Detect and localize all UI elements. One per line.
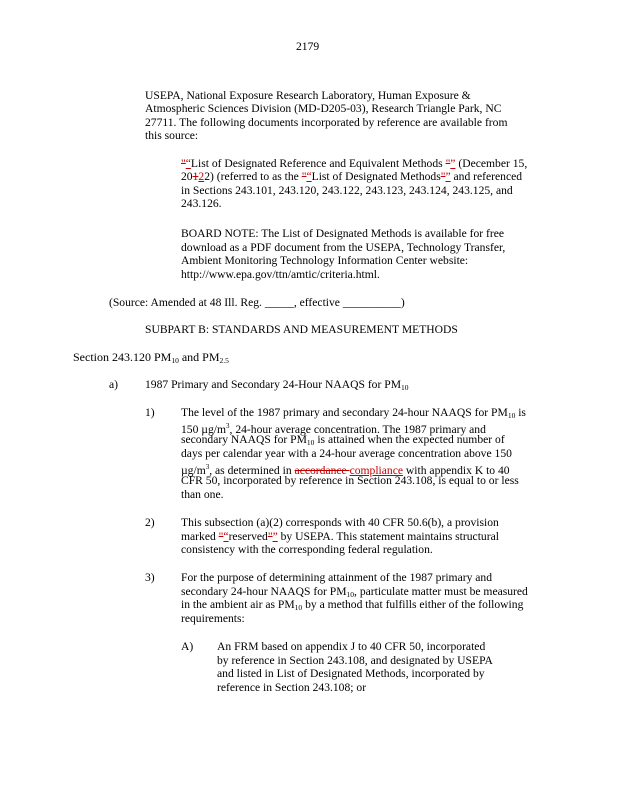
deleted-quote: " <box>181 157 186 170</box>
item-3a-line-3: and listed in List of Designated Methods, incorporated by <box>217 667 485 680</box>
text-run: 20 <box>181 170 193 183</box>
text-run: in the ambient air as PM <box>181 598 295 611</box>
deleted-text: accordance <box>294 464 350 477</box>
text-run: by a method that fulfills either of the following <box>302 598 524 611</box>
text-run: , particulate matter must be measured <box>354 585 528 598</box>
deleted-quote: " <box>445 157 451 170</box>
subsection-a-title <box>145 378 409 395</box>
inserted-text: compliance <box>349 464 404 477</box>
item-3-line-4: requirements: <box>181 612 245 625</box>
board-note-line-3: Ambient Monitoring Technology Information Center website: <box>181 254 469 267</box>
deleted-quote: " <box>267 530 273 543</box>
text-run: secondary 24-hour NAAQS for PM <box>181 585 347 598</box>
item-2-label: 2) <box>145 516 155 529</box>
doc-entry-line-3: in Sections 243.101, 243.120, 243.122, 243.123, 243.124, 243.125, and <box>181 184 513 197</box>
text-run: secondary NAAQS for PM <box>181 433 307 446</box>
board-note-line-1: BOARD NOTE: The List of Designated Methods is available for free <box>181 227 505 240</box>
text-run: and referenced <box>450 170 523 183</box>
text-run: , as determined in <box>209 464 295 477</box>
source-note: (Source: Amended at 48 Ill. Reg. _____, effective __________) <box>109 296 405 309</box>
deleted-year-digit: 1 <box>192 170 199 183</box>
text-run: 1987 Primary and Secondary 24-Hour NAAQS for PM <box>145 378 401 391</box>
subscript: 10 <box>171 356 179 365</box>
text-run: µg/m <box>181 464 206 477</box>
usepa-line-2: Atmospheric Sciences Division (MD-D205-03), Research Triangle Park, NC <box>145 102 502 115</box>
doc-entry-line-2 <box>181 170 522 184</box>
text-run: , 24-hour average concentration. The 1987 primary and <box>229 423 486 436</box>
text-run: The level of the 1987 primary and secondary 24-hour NAAQS for PM <box>181 406 508 419</box>
superscript: 3 <box>205 463 210 471</box>
doc-title: List of Designated Reference and Equivalent Methods <box>190 157 443 170</box>
item-3a-line-4: reference in Section 243.108; or <box>217 681 367 694</box>
item-1-line-6: CFR 50, incorporated by reference in Section 243.108, is equal to or less <box>181 474 519 487</box>
subscript: 10 <box>306 438 315 447</box>
item-3a-line-2: by reference in Section 243.108, and designated by USEPA <box>217 654 493 667</box>
inserted-year-digit: 2 <box>198 170 205 183</box>
subscript: 2.5 <box>219 356 229 365</box>
item-3-line-1: For the purpose of determining attainment of the 1987 primary and <box>181 571 493 584</box>
subpart-heading: SUBPART B: STANDARDS AND MEASUREMENT METHODS <box>145 323 458 336</box>
item-2-line-3: consistency with the corresponding federal regulation. <box>181 543 433 556</box>
deleted-quote: " <box>301 170 307 183</box>
text-run: is <box>515 406 526 419</box>
subscript: 10 <box>294 603 303 612</box>
text-run: by USEPA. This statement maintains structural <box>277 530 499 543</box>
deleted-quote: " <box>440 170 446 183</box>
item-1-line-7: than one. <box>181 488 224 501</box>
item-1-line-4: days per calendar year with a 24-hour average concentration above 150 <box>181 447 512 460</box>
item-2-line-1: This subsection (a)(2) corresponds with 40 CFR 50.6(b), a provision <box>181 516 499 529</box>
item-3a-line-1: An FRM based on appendix J to 40 CFR 50, incorporated <box>217 640 486 653</box>
section-heading <box>73 351 229 368</box>
usepa-line-1: USEPA, National Exposure Research Laboratory, Human Exposure & <box>145 89 471 102</box>
usepa-line-3: 27711. The following documents incorporated by reference are available from <box>145 116 508 129</box>
usepa-line-4: this source: <box>145 129 199 142</box>
text-run: reserved <box>228 530 268 543</box>
item-3a-label: A) <box>181 640 194 653</box>
deleted-quote: " <box>218 530 224 543</box>
inserted-quote: “ <box>185 157 191 170</box>
board-note-line-2: download as a PDF document from the USEPA, Technology Transfer, <box>181 241 506 254</box>
item-2-line-2 <box>181 530 499 544</box>
subscript: 10 <box>346 590 355 599</box>
item-1-label: 1) <box>145 406 155 419</box>
board-note-url: http://www.epa.gov/ttn/amtic/criteria.html. <box>181 268 380 281</box>
page-number: 2179 <box>296 40 320 53</box>
text-run: with appendix K to 40 <box>403 464 510 477</box>
item-3-label: 3) <box>145 571 155 584</box>
subscript: 10 <box>507 411 516 420</box>
inserted-quote: ” <box>272 530 278 543</box>
doc-date: (December 15, <box>455 157 528 170</box>
inserted-quote: ” <box>450 157 456 170</box>
inserted-quote: “ <box>306 170 312 183</box>
short-title: List of Designated Methods <box>311 170 441 183</box>
subsection-a-label: a) <box>109 378 119 391</box>
doc-entry-line-1 <box>181 157 527 171</box>
text-run: marked <box>181 530 219 543</box>
superscript: 3 <box>226 422 230 430</box>
subscript: 10 <box>401 383 409 392</box>
text-run: is attained when the expected number of <box>314 433 505 446</box>
text-run: 150 µg/m <box>181 423 227 436</box>
inserted-quote: ” <box>445 170 451 183</box>
section-heading-text: Section 243.120 PM <box>73 350 172 364</box>
doc-entry-line-4: 243.126. <box>181 197 222 210</box>
inserted-quote: “ <box>223 530 229 543</box>
section-heading-text: and PM <box>178 350 220 364</box>
text-run: 2) (referred to as the <box>204 170 302 183</box>
